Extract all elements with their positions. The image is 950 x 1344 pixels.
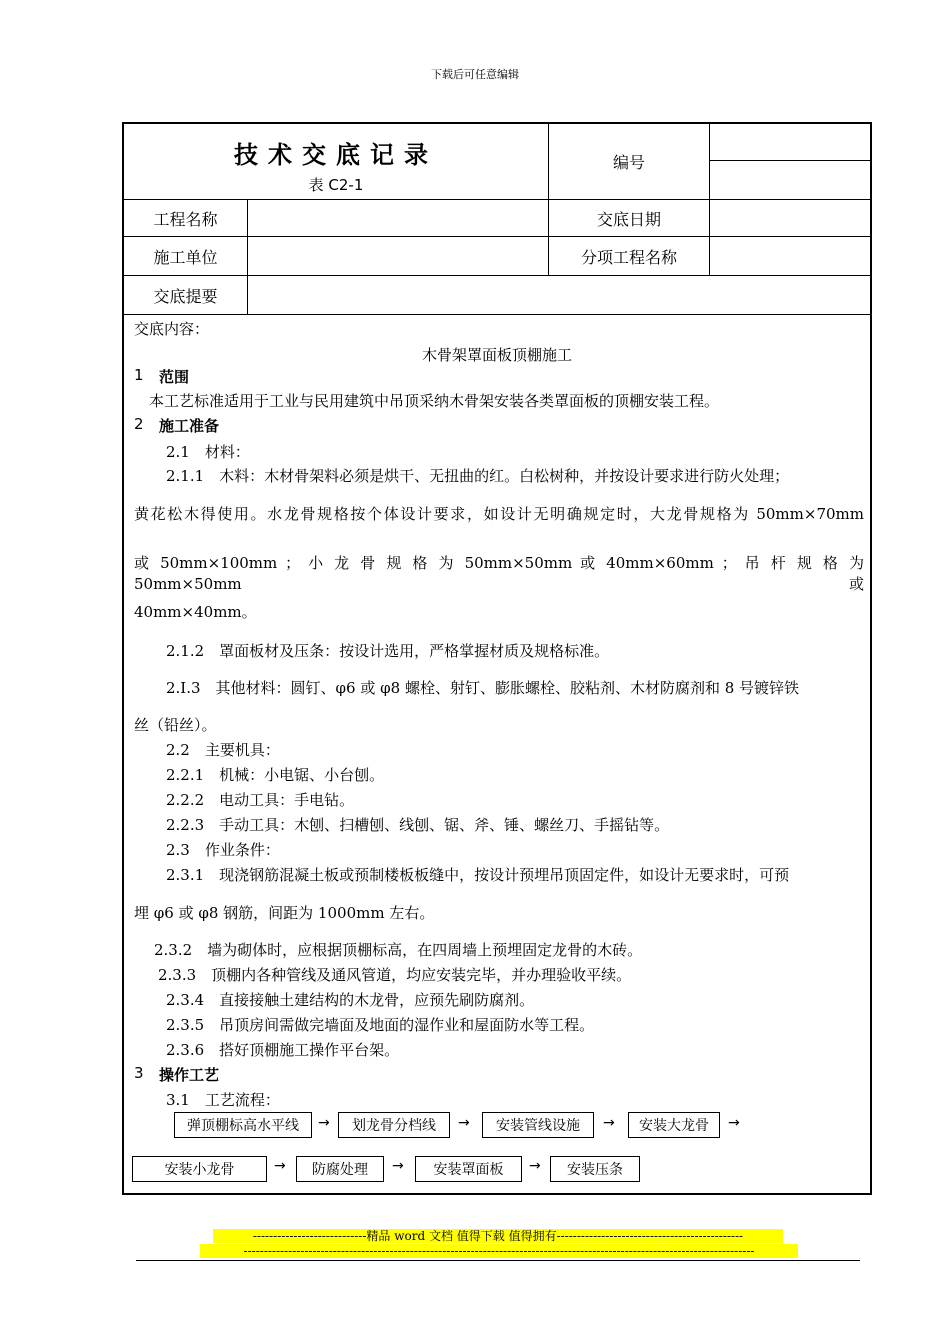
section-2-1-2: 2.1.2 罩面板材及压条：按设计选用，严格掌握材质及规格标准。 [166,642,610,660]
flow-step: 安装小龙骨 [132,1156,267,1182]
section-2-1-1-line2: 黄花松木得使用。水龙骨规格按个体设计要求，如设计无明确规定时，大龙骨规格为 50mm×70mm [134,505,864,523]
section-2-3-4: 2.3.4 直接接触土建结构的木龙骨，应预先刷防腐剂。 [166,991,535,1009]
summary-value[interactable] [248,276,870,314]
section-2-3-6: 2.3.6 搭好顶棚施工操作平台架。 [166,1041,400,1059]
sub-project-value[interactable] [710,237,870,275]
section-2-1: 2.1 材料： [166,443,250,461]
section-2-title: 施工准备 [159,417,220,435]
section-2-2-2: 2.2.2 电动工具：手电钻。 [166,791,355,809]
section-2-number: 2 [134,415,144,433]
header-note: 下载后可任意编辑 [431,68,519,81]
content-intro: 交底内容： [134,320,210,338]
section-2-2-3: 2.2.3 手动工具：木刨、扫槽刨、线刨、锯、斧、锤、螺丝刀、手摇钻等。 [166,816,670,834]
flow-step: 安装罩面板 [415,1156,522,1182]
flow-arrow-icon: → [603,1115,615,1131]
section-2-2: 2.2 主要机具： [166,741,280,759]
flow-step: 弹顶棚标高水平线 [174,1112,312,1138]
flow-arrow-icon: → [274,1158,286,1174]
project-name-label: 工程名称 [153,209,218,229]
section-2-3-1-line2: 埋 φ6 或 φ8 钢筋，间距为 1000mm 左右。 [134,904,435,922]
flow-arrow-icon: → [728,1115,740,1131]
section-2-3-2: 2.3.2 墙为砌体时，应根据顶棚标高，在四周墙上预埋固定龙骨的木砖。 [154,941,643,959]
footer-banner-line2: ------------------------------------------------------------------------------------------------------------------------------ [200,1244,798,1258]
section-2-1-1-line3: 或 50mm×100mm ； 小 龙 骨 规 格 为 50mm×50mm 或 40mm×60mm ； 吊 杆 规 格 为 50mm×50mm 或 [134,554,864,593]
form-table [122,122,872,1195]
flow-step: 防腐处理 [296,1156,384,1182]
row-divider [124,314,870,315]
flow-step: 安装管线设施 [482,1112,594,1138]
flow-step: 划龙骨分档线 [338,1112,450,1138]
content-heading: 木骨架罩面板顶棚施工 [421,346,572,364]
section-2-1-1-line4: 40mm×40mm。 [134,603,257,621]
flow-arrow-icon: → [529,1158,541,1174]
section-2-1-3-line1: 2.I.3 其他材料：圆钉、φ6 或 φ8 螺栓、射钉、膨胀螺栓、胶粘剂、木材防腐剂和 8 号镀锌铁 [166,679,800,697]
form-title: 技术交底记录 [234,140,438,169]
number-value[interactable] [710,124,870,160]
section-2-1-1-line1: 2.1.1 木料：木材骨架料必须是烘干、无扭曲的红。白松树种，并按设计要求进行防火处理； [166,467,790,485]
date-value[interactable] [710,200,870,236]
section-1-number: 1 [134,366,144,384]
table-number: 表 C2-1 [308,175,364,194]
sub-project-label: 分项工程名称 [580,247,677,267]
section-3-1: 3.1 工艺流程： [166,1091,280,1109]
section-2-3-3: 2.3.3 顶棚内各种管线及通风管道，均应安装完毕，并办理验收平续。 [158,966,632,984]
summary-label: 交底提要 [153,286,218,306]
section-3-title: 操作工艺 [159,1066,220,1084]
flow-step: 安装压条 [550,1156,640,1182]
section-2-1-3-line2: 丝（铅丝）。 [134,716,217,734]
section-2-3: 2.3 作业条件： [166,841,280,859]
footer-banner-line1: ----------------------------精品 word 文档 值得下载 值得拥有---------------------------------------------- [213,1229,783,1243]
flow-arrow-icon: → [392,1158,404,1174]
section-1-title: 范围 [159,368,190,386]
construction-unit-value[interactable] [248,237,548,275]
section-3-number: 3 [134,1064,144,1082]
flow-arrow-icon: → [458,1115,470,1131]
footer-rule [136,1260,860,1261]
section-2-2-1: 2.2.1 机械：小电锯、小台刨。 [166,766,385,784]
section-2-3-1-line1: 2.3.1 现浇钢筋混凝土板或预制楼板板缝中，按设计预埋吊顶固定件，如设计无要求时，可预 [166,866,790,884]
number-value-2[interactable] [710,161,870,199]
project-name-value[interactable] [248,200,548,236]
flow-arrow-icon: → [318,1115,330,1131]
construction-unit-label: 施工单位 [153,247,218,267]
section-1-text: 本工艺标准适用于工业与民用建筑中吊顶采纳木骨架安装各类罩面板的顶棚安装工程。 [149,392,720,410]
date-label: 交底日期 [596,209,661,229]
section-2-3-5: 2.3.5 吊顶房间需做完墙面及地面的湿作业和屋面防水等工程。 [166,1016,595,1034]
number-label: 编号 [612,153,645,172]
flow-step: 安装大龙骨 [628,1112,720,1138]
